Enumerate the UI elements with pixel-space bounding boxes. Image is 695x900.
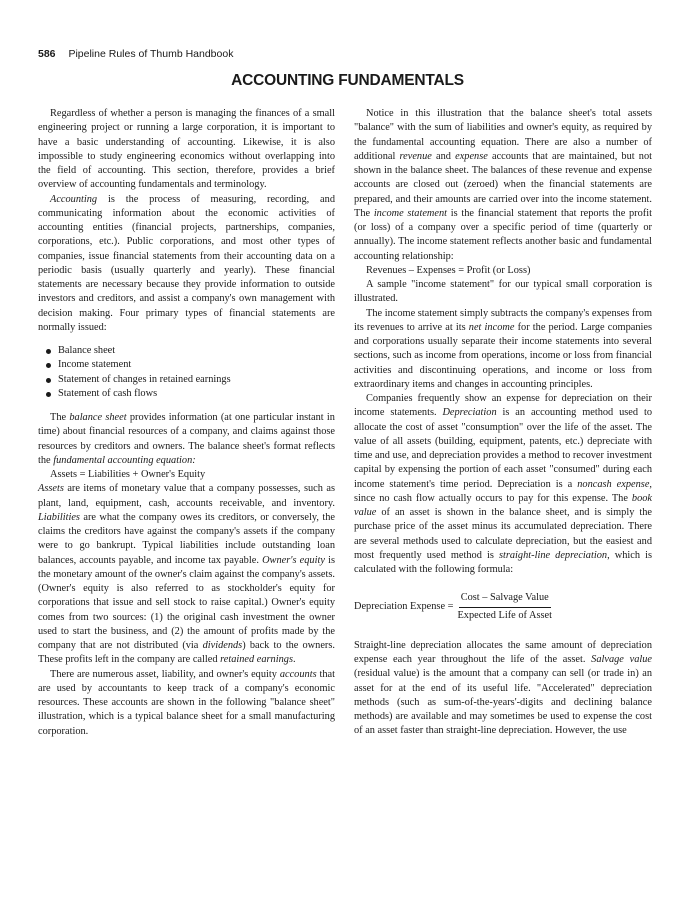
paragraph: Accounting is the process of measuring, recording, and communicating information about the economic activities of accounting entities (financial projects, partnerships, companies, corporations, etc.). Public corporations, and most other types of companies, issue financial statements from their accounting data on a periodic basis (usually quarterly and yearly). These financial statements are necessary because they provide information to outside investors and creditors, and assist a company's own management with decision making. Four primary types of financial statements are normally issued: — [38, 193, 335, 333]
list-item: Statement of changes in retained earnings — [46, 373, 335, 387]
accounting-equation: Assets = Liabilities + Owner's Equity — [50, 469, 206, 480]
term: retained earnings — [220, 654, 293, 666]
paragraph: The income statement simply subtracts the company's expenses from its revenues to arrive at its net income for the period. Large companies and corporations usually separate their income statements into several sections, such as income from operations, income or loss from financial activities and discontinuing operations, and income or loss from extraordinary items and changes in accounting principles. — [354, 307, 653, 390]
paragraph: Notice in this illustration that the balance sheet's total assets "balance" with the sum of liabilities and owner's equity, as required by the fundamental accounting equation. There are also a number of additional revenue and expense accounts that are maintained, but not shown in the balance sheet. The balances of these revenue and expense accounts are closed out (zeroed) when the financial statements are prepared, and their amounts are carried over into the income statement. The income statement is the financial statement that reports the profit (or loss) of a company over a specific period of time (quarterly or annually). The income statement reflects another basic and fundamental accounting relationship: — [354, 108, 653, 262]
paragraph: Regardless of whether a person is managing the finances of a small engineering project or running a large corporation, it is important to have a basic understanding of accounting. Likewise, it is also impossible to study engineering economics without overlapping into the field of accounting. This section, therefore, provides a brief overview of accounting fundamentals and terminology. — [38, 108, 335, 191]
term: Liabilities — [38, 511, 80, 523]
paragraph: Straight-line depreciation allocates the same amount of depreciation expense each year throughout the life of the asset. Salvage value (residual value) is the amount that a company can sell (or trade in) an asset for at the end of its useful life. "Accelerated" depreciation methods (such as sum-of-the-years'-digits and declining balance methods) are available and may sometimes be used to expense the cost of an asset faster than straight-line depreciation. However, the use — [354, 639, 653, 737]
list-item: Income statement — [46, 358, 335, 372]
depreciation-formula — [354, 591, 652, 623]
term: Salvage value — [591, 654, 653, 665]
term: Owner's equity — [262, 554, 325, 566]
book-title: Pipeline Rules of Thumb Handbook — [68, 48, 234, 60]
paragraph: The balance sheet provides information (at one particular instant in time) about financial resources of a company, and claims against those resources by creditors and owners. The balance sheet's format reflects the fundamental accounting equation: — [38, 412, 335, 466]
term: income statement — [373, 207, 448, 219]
term: book value — [354, 492, 652, 518]
term: Depreciation — [442, 407, 497, 419]
running-header — [38, 48, 233, 60]
formula-lhs: Depreciation Expense = — [354, 600, 454, 612]
list-item: Statement of cash flows — [46, 387, 335, 401]
term: expense — [455, 150, 488, 162]
paragraph: A sample "income statement" for our typical small corporation is illustrated. — [354, 279, 652, 305]
income-equation: Revenues – Expenses = Profit (or Loss) — [366, 264, 531, 276]
left-column — [38, 107, 335, 739]
page-number: 586 — [38, 48, 56, 60]
term: Assets — [38, 483, 64, 495]
list-item: Balance sheet — [46, 344, 335, 358]
term: fundamental accounting equation: — [53, 454, 196, 466]
section-title: ACCOUNTING FUNDAMENTALS — [231, 72, 464, 89]
formula-fraction — [455, 591, 554, 623]
right-column — [354, 107, 652, 739]
term: noncash expense — [577, 478, 650, 490]
term: accounts — [279, 668, 317, 680]
term: dividends — [202, 640, 243, 651]
paragraph: Companies frequently show an expense for depreciation on their income statements. Depreciation is an accounting method used to allocate the cost of asset "consumption" over the life of the asset. The value of all assets (building, equipment, patents, etc.) depreciate with time and use, and depreciation provides a method to recover investment capital by expensing the portion of each asset "consumed" during each income statement's time period. Depreciation is a noncash expense, since no cash flow actually occurs to pay for this expense. The book value of an asset is shown in the balance sheet, and is simply the purchase price of the asset minus its accumulated depreciation. There are several methods used to calculate depreciation, but the easiest and most frequently used method is straight-line depreciation, which is calculated with the following formula: — [354, 393, 653, 575]
paragraph: Assets are items of monetary value that a company possesses, such as plant, land, equipment, cash, accounts receivable, and inventory. Liabilities are what the company owes its creditors, or conversely, the claims the creditors have against the company's assets if the company were to go bankrupt. Typical liabilities include outstanding loan balances, accounts payable, and income tax payable. Owner's equity is the monetary amount of the owner's claim against the company's assets. (Owner's equity is also referred to as stockholder's equity for corporations that issue and sell stock to raise capital.) Owner's equity comes from two sources: (1) the original cash investment the owner used to start the business, and (2) the amount of profits made by the company that are not distributed (via dividends) back to the owners. These profits left in the company are called retained earnings. — [38, 483, 336, 666]
term: balance sheet — [69, 412, 127, 423]
formula-denominator: Expected Life of Asset — [457, 609, 552, 621]
term: Accounting — [50, 193, 98, 205]
term: straight-line depreciation — [498, 549, 608, 561]
term: revenue — [399, 150, 432, 162]
term: net income — [468, 321, 515, 333]
statement-list — [46, 344, 335, 401]
formula-numerator: Cost – Salvage Value — [459, 591, 551, 607]
paragraph: There are numerous asset, liability, and owner's equity accounts that are used by accountants to keep track of a company's economic resources. These accounts are shown in the following "balance sheet" illustration, which is a typical balance sheet for a small manufacturing corporation. — [38, 668, 335, 737]
